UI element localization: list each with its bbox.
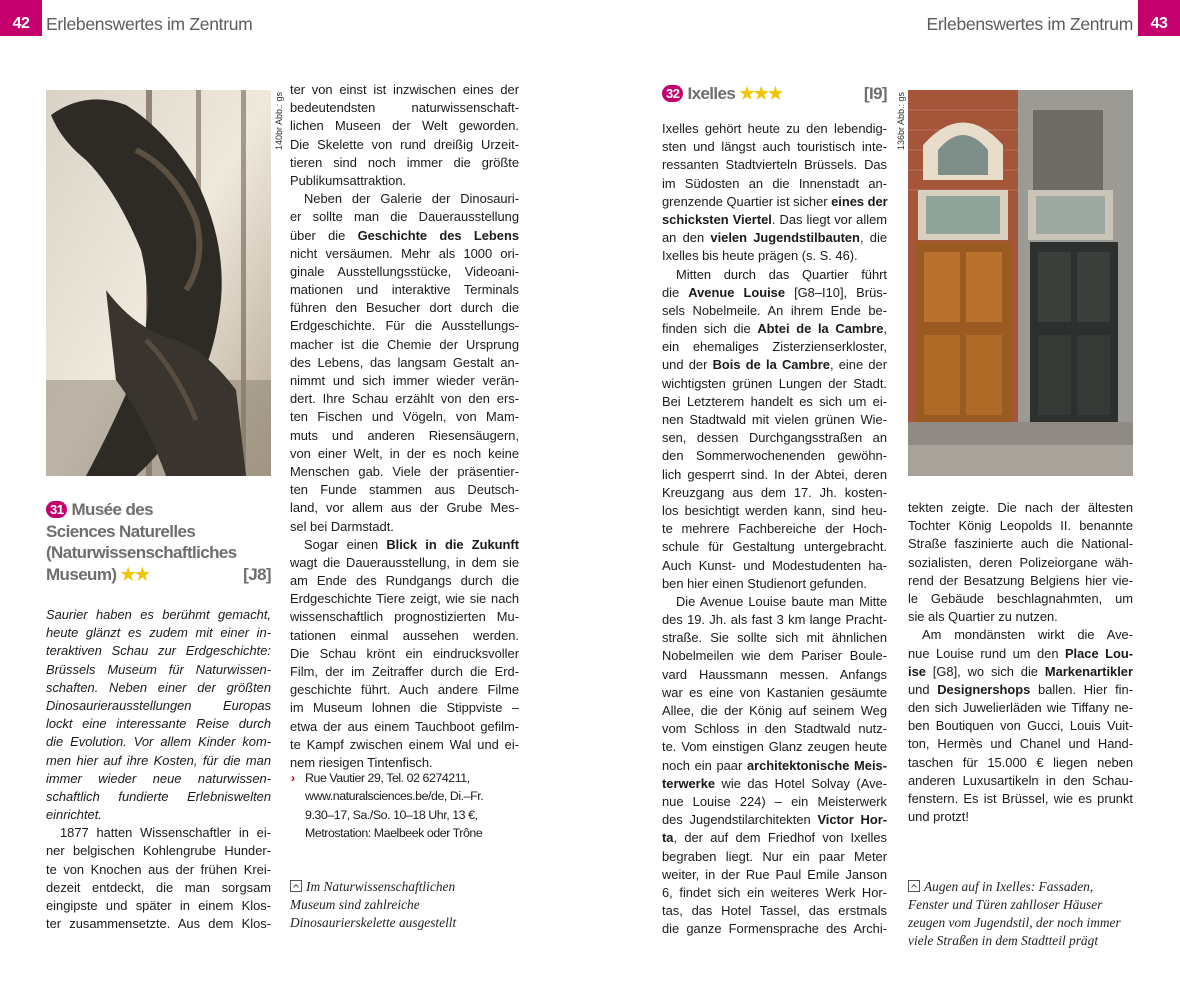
info-line[interactable]: www.naturalsciences.be/de, Di.–Fr.	[305, 789, 484, 804]
text-line: straße. Sie sollte sich mit ähnlichen	[662, 630, 887, 646]
sight-title-line: (Naturwissenschaftliches	[46, 543, 237, 563]
text-line: Allee, die der König auf seinem Weg	[662, 703, 887, 718]
sight-number-badge: 32	[662, 85, 683, 102]
text-line: einrichtet.	[46, 807, 102, 823]
text-line: wichtigsten grünen Lungen der Stadt.	[662, 375, 887, 391]
text-line: Die Schau krönt ein eindrucksvoller	[290, 645, 519, 661]
caption-line: zeugen vom Jugendstil, der noch immer	[908, 915, 1121, 930]
photo-credit-right: 136br Abb.: gs	[896, 91, 906, 150]
text-line: Brüssels Museum für Naturwissen-	[46, 661, 271, 677]
text-line: schaftlich fundierte Erlebniswelten	[46, 788, 271, 804]
text-line: immer wieder neue naturwissen-	[46, 770, 271, 786]
text-line: begraben liegt. Nur ein paar Meter	[662, 848, 887, 864]
paragraph	[290, 536, 519, 772]
text-line: schaften. Neben einer der größten	[46, 679, 271, 695]
text-line: Dinosaurierausstellungen Europas	[46, 697, 271, 713]
text-run: wie das Hotel Solvay (Ave-	[715, 775, 887, 791]
bold-highlight: ise	[908, 663, 926, 679]
paragraph	[290, 81, 519, 190]
text-line: ton, Hermès und Chanel und Hand-	[908, 736, 1133, 752]
bold-highlight: terwerke	[662, 775, 716, 791]
text-line: tieren sind noch immer die größte	[290, 154, 519, 170]
text-line: heute glänzt es zudem mit einer in-	[46, 625, 271, 641]
text-line: le Gebäude beschlagnahmten, um	[908, 590, 1133, 606]
text-line: Mitten durch das Quartier führt	[676, 266, 887, 282]
text-line: tationen einmal aussehen werden.	[290, 627, 519, 643]
text-line: Erdgeschichte Tiere zeigt, wie sie nach	[290, 591, 519, 607]
text-run: nue Louise rund um den	[908, 645, 1065, 661]
text-line: taschen für 15.000 € liegen neben	[908, 754, 1133, 770]
photo-caption-left	[290, 878, 456, 932]
bold-highlight: Markenartikler	[1044, 663, 1133, 679]
text-line: sels Nobelmeile. An ihrem Ende be-	[662, 302, 887, 318]
text-line: schule für Gestaltung untergebracht.	[662, 539, 887, 555]
sight-heading-32	[662, 83, 887, 105]
text-line: den sich Juwelierläden wie Tiffany ne-	[908, 700, 1133, 716]
text-line	[662, 356, 887, 374]
map-grid-reference: [J8]	[243, 565, 271, 585]
text-line: führen den Besucher dort durch die	[290, 300, 519, 316]
text-line	[290, 227, 519, 245]
caption-line: Augen auf in Ixelles: Fassaden,	[924, 879, 1094, 894]
running-title-right: Erlebenswertes im Zentrum	[926, 14, 1133, 34]
text-line	[662, 775, 887, 793]
text-run: ballen. Hier fin-	[1030, 681, 1133, 697]
text-line: ressanten Stadtvierteln Brüssels. Das	[662, 157, 887, 173]
text-line: lockt eine interessante Reise durch	[46, 716, 271, 732]
text-line: sie als Quartier zu nutzen.	[908, 609, 1058, 625]
page-number-right: 43	[1138, 0, 1180, 36]
text-line: von einer Welt, in der es noch keine	[290, 445, 519, 461]
text-run: [G8], wo sich die	[925, 663, 1045, 679]
running-title-left: Erlebenswertes im Zentrum	[46, 14, 253, 34]
sight-number-badge: 31	[46, 501, 67, 518]
text-line: Nobelmeilen wie dem Pariser Boule-	[662, 648, 887, 664]
text-run: an den	[662, 230, 711, 246]
text-run: finden sich die	[662, 321, 758, 337]
text-column-3	[662, 120, 887, 938]
text-line: sel bei Darmstadt.	[290, 518, 394, 534]
bold-highlight: Abtei de la Cambre	[757, 321, 884, 337]
caption-line: viele Straßen in dem Stadtteil prägt	[908, 933, 1099, 948]
text-line: muts und anderen Riesensäugern,	[290, 427, 519, 443]
paragraph	[908, 499, 1133, 626]
text-line: 1877 hatten Wissenschaftler in ei-	[60, 825, 271, 841]
bold-highlight: schicksten Viertel	[662, 211, 772, 227]
text-run: , die	[859, 230, 887, 246]
text-line: des Lebens, das langsam Gestalt an-	[290, 354, 519, 370]
text-line: Ixelles gehört heute zu den lebendig-	[662, 121, 887, 136]
dinosaur-skeleton-photo	[46, 90, 271, 476]
sight-title-line: Sciences Naturelles	[46, 521, 196, 541]
paragraph	[662, 593, 887, 939]
info-line: Rue Vautier 29, Tel. 02 6274211,	[305, 771, 470, 785]
text-line: vom Schloss in den Stadtwald nutz-	[662, 721, 887, 737]
sight-title: Ixelles	[687, 84, 736, 103]
text-line: ein ehemaliges Zisterzienserkloster,	[662, 339, 887, 355]
caption-line: Dinosaurierskelette ausgestellt	[290, 915, 457, 930]
text-line: ten Funde stammen aus Deutsch-	[290, 482, 519, 498]
text-line: bedeutendsten naturwissenschaft-	[290, 100, 519, 116]
text-line	[662, 193, 887, 211]
text-line: tas, das Hotel Tassel, das erstmals	[662, 903, 887, 919]
text-line: nem riesigen Tintenfisch.	[290, 754, 433, 770]
text-line: Tochter König Leopolds II. benannte	[908, 518, 1133, 534]
text-column-4	[908, 499, 1133, 826]
text-line: den Sommerwochenenden gewöhn-	[662, 448, 887, 464]
paragraph	[46, 824, 271, 933]
text-line: Menschen gab. Viele der präsentier-	[290, 463, 519, 479]
text-run: grenzende Quartier ist sicher	[662, 193, 832, 209]
text-line: im Südosten an die Innenstadt an-	[662, 175, 887, 191]
paragraph	[46, 606, 271, 824]
text-line: geschichte führt. Auch andere Filme	[290, 682, 519, 698]
caption-line: Fenster und Türen zahlloser Häuser	[908, 897, 1103, 912]
text-line: 6, findet sich ein weiteres Werk Hor-	[662, 884, 887, 900]
text-line: sen, dessen Durchgangsstraßen an	[662, 430, 887, 446]
text-run: die	[662, 284, 689, 300]
text-line	[908, 645, 1133, 663]
text-line: los besichtigt werden kann, sind heu-	[662, 502, 887, 518]
text-line: ben Boutiquen von Gucci, Louis Vuit-	[908, 718, 1133, 734]
text-run: und der	[662, 357, 713, 373]
text-line: die ganze Formensprache des Archi-	[662, 921, 887, 937]
text-run: . Das liegt vor allem	[771, 211, 887, 227]
bold-highlight: architektonische Meis-	[746, 757, 887, 773]
text-line: Am mondänsten wirkt die Ave-	[922, 627, 1133, 643]
text-line: er sollte man die Dauerausstellung	[290, 209, 519, 225]
text-line: te Kampf zwischen einem Wal und ei-	[290, 736, 519, 752]
text-line: Straße faszinierte auch die National-	[908, 536, 1133, 552]
text-line: ben hier einen Studienort gefunden.	[662, 575, 867, 591]
caption-line: Museum sind zahlreiche	[290, 897, 420, 912]
text-line: fenstern. Es ist Brüssel, wie es prunkt	[908, 791, 1133, 806]
text-line	[662, 757, 887, 775]
text-run: ,	[883, 321, 887, 337]
sight-heading-31	[46, 499, 271, 586]
text-line: wagt die Dauerausstellung, in dem sie	[290, 554, 519, 570]
text-run: , der auf dem Friedhof von Ixelles	[673, 830, 887, 846]
text-run: [G8–I10], Brüs-	[785, 284, 887, 300]
text-line: te. Vom einstigen Glanz zeugen heute	[662, 739, 887, 755]
bold-highlight: Victor Hor-	[817, 812, 887, 828]
info-line: Metrostation: Maelbeek oder Trône	[305, 825, 483, 840]
text-line: nue Louise 224) – ein Meisterwerk	[662, 793, 887, 809]
bold-highlight: Bois de la Cambre	[712, 357, 830, 373]
caption-arrow-up-icon	[290, 880, 302, 892]
text-line: und protzt!	[908, 809, 969, 825]
text-line: weiter, in der Rue Paul Emile Janson	[662, 866, 887, 882]
text-line: etwa der aus einem Tauchboot gefilm-	[290, 718, 519, 734]
text-run: des Jugendstilarchitekten	[662, 812, 818, 828]
bold-highlight: Avenue Louise	[688, 284, 785, 300]
sight-title-line: Musée des	[71, 500, 153, 519]
text-line: Die Avenue Louise baute man Mitte	[676, 593, 887, 609]
text-line: dezeit entdeckt, die man sorgsam	[46, 879, 271, 895]
text-line: Auch Kunst- und Modestudenten ha-	[662, 557, 887, 573]
text-line: lich gesperrt sind. In der Abtei, deren	[662, 466, 887, 482]
text-line: sten und längst auch touristisch inte-	[662, 139, 887, 155]
text-line: land, vor allem aus der Grube Mes-	[290, 500, 519, 516]
map-grid-reference: [I9]	[863, 84, 887, 103]
caption-arrow-up-icon	[908, 880, 920, 892]
paragraph	[290, 190, 519, 536]
text-line: die Evolution. Vor allem Kinder kom-	[46, 734, 271, 750]
text-line: te von Knochen aus der frühen Krei-	[46, 861, 271, 877]
text-line: des 19. Jh. als fast 3 km lange Pracht-	[662, 612, 887, 628]
text-line: Kreuzgang aus dem 17. Jh. kosten-	[662, 484, 887, 500]
bold-highlight: ta	[662, 830, 674, 846]
info-marker-icon: ›	[291, 771, 295, 785]
text-column-1	[46, 606, 271, 933]
text-line	[662, 811, 887, 829]
bold-highlight: Designershops	[937, 681, 1031, 697]
bold-highlight: Blick in die Zukunft	[386, 536, 519, 552]
text-line: anderen Luxusartikeln in den Schau-	[908, 772, 1133, 788]
text-line: ter zusammensetzte. Aus dem Klos-	[46, 916, 271, 932]
text-line: sozialisten, deren Polizeiorgane wäh-	[908, 554, 1133, 570]
text-line: mationen und interaktive Terminals	[290, 282, 519, 298]
text-run: und	[908, 681, 938, 697]
caption-line: Im Naturwissenschaftlichen	[306, 879, 456, 894]
text-line: Neben der Galerie der Dinosauri-	[304, 191, 519, 207]
star-rating: ★★	[120, 565, 150, 585]
text-line: Film, der im Zeitraffer durch die Erd-	[290, 664, 519, 679]
text-line: Bei Letzterem handelt es sich um ei-	[662, 393, 887, 409]
text-run: Sogar einen	[304, 536, 387, 552]
paragraph	[662, 266, 887, 593]
text-line: Die Skelette von rund dreißig Urzeit-	[290, 136, 519, 152]
text-line: lichen Museen der Welt geworden.	[290, 118, 519, 134]
text-column-2	[290, 81, 519, 772]
text-line: ner belgischen Kohlengrube Hunder-	[46, 843, 271, 859]
photo-credit-left: 140br Abb.: gs	[274, 91, 284, 150]
sight-title-line: Museum)	[46, 565, 117, 585]
info-block	[291, 769, 525, 842]
bold-highlight: vielen Jugendstilbauten	[710, 230, 860, 246]
paragraph	[662, 120, 887, 266]
text-line: nicht versäumen. Mehr als 1000 ori-	[290, 245, 519, 261]
text-line: rend der Besatzung Belgiens hier vie-	[908, 572, 1133, 588]
text-line: ginale Ausstellungsstücke, Videoani-	[290, 263, 519, 279]
text-line: nen Stadtwald mit vielen grünen Wie-	[662, 412, 887, 427]
text-line	[908, 663, 1133, 681]
text-line	[290, 536, 519, 554]
text-line	[662, 284, 887, 302]
text-line: ter von einst ist inzwischen eines der	[290, 82, 519, 97]
text-line	[908, 681, 1133, 699]
text-line: tekten zeigte. Die nach der ältesten	[908, 500, 1133, 515]
page-number-left: 42	[0, 0, 42, 36]
text-line: Publikumsattraktion.	[290, 172, 407, 188]
bold-highlight: Geschichte des Lebens	[357, 227, 519, 243]
text-line: nimmt und sich immer wieder verän-	[290, 373, 519, 388]
text-line: te mehrere Fachbereiche der Hoch-	[662, 521, 887, 537]
text-line: Ixelles bis heute prägen (s. S. 46).	[662, 248, 858, 264]
text-line: wissenschaftlich prognostizierten Mu-	[290, 609, 519, 625]
text-line: dert. Ihre Schau erzählt von den ers-	[290, 391, 519, 407]
paragraph	[908, 626, 1133, 826]
text-line: ten Fischen und Vögeln, von Mam-	[290, 409, 519, 425]
text-line	[662, 829, 887, 847]
text-line: am Ende des Rundgangs durch die	[290, 573, 519, 589]
bold-highlight: Place Lou-	[1064, 645, 1134, 661]
text-line	[662, 211, 887, 229]
bold-highlight: eines der	[831, 193, 888, 209]
info-line: 9.30–17, Sa./So. 10–18 Uhr, 13 €,	[305, 807, 478, 822]
text-line: Erdgeschichte. Für die Ausstellungs-	[290, 318, 519, 334]
text-run: noch ein paar	[662, 757, 747, 773]
art-nouveau-doors-photo	[908, 90, 1133, 476]
text-line: teraktiven Schau zur Erdgeschichte:	[46, 643, 271, 659]
text-run: , eine der	[829, 357, 887, 373]
text-line: vard Haussmann messen. Anfangs	[662, 666, 887, 682]
text-line: war es eine von Kastanien gesäumte	[662, 684, 887, 700]
text-line: men hier auf ihre Kosten, für die man	[46, 752, 271, 768]
text-line	[662, 320, 887, 338]
text-line	[662, 229, 887, 247]
photo-caption-right	[908, 878, 1121, 950]
text-run: über die	[290, 227, 358, 243]
text-line: Saurier haben es berühmt gemacht,	[46, 607, 271, 622]
text-line: macher ist die Chemie der Ursprung	[290, 336, 519, 352]
star-rating: ★★★	[739, 84, 783, 103]
text-line: eingipste und später in einem Klos-	[46, 898, 271, 913]
text-line: im Museum lohnen die Stippviste –	[290, 700, 519, 716]
